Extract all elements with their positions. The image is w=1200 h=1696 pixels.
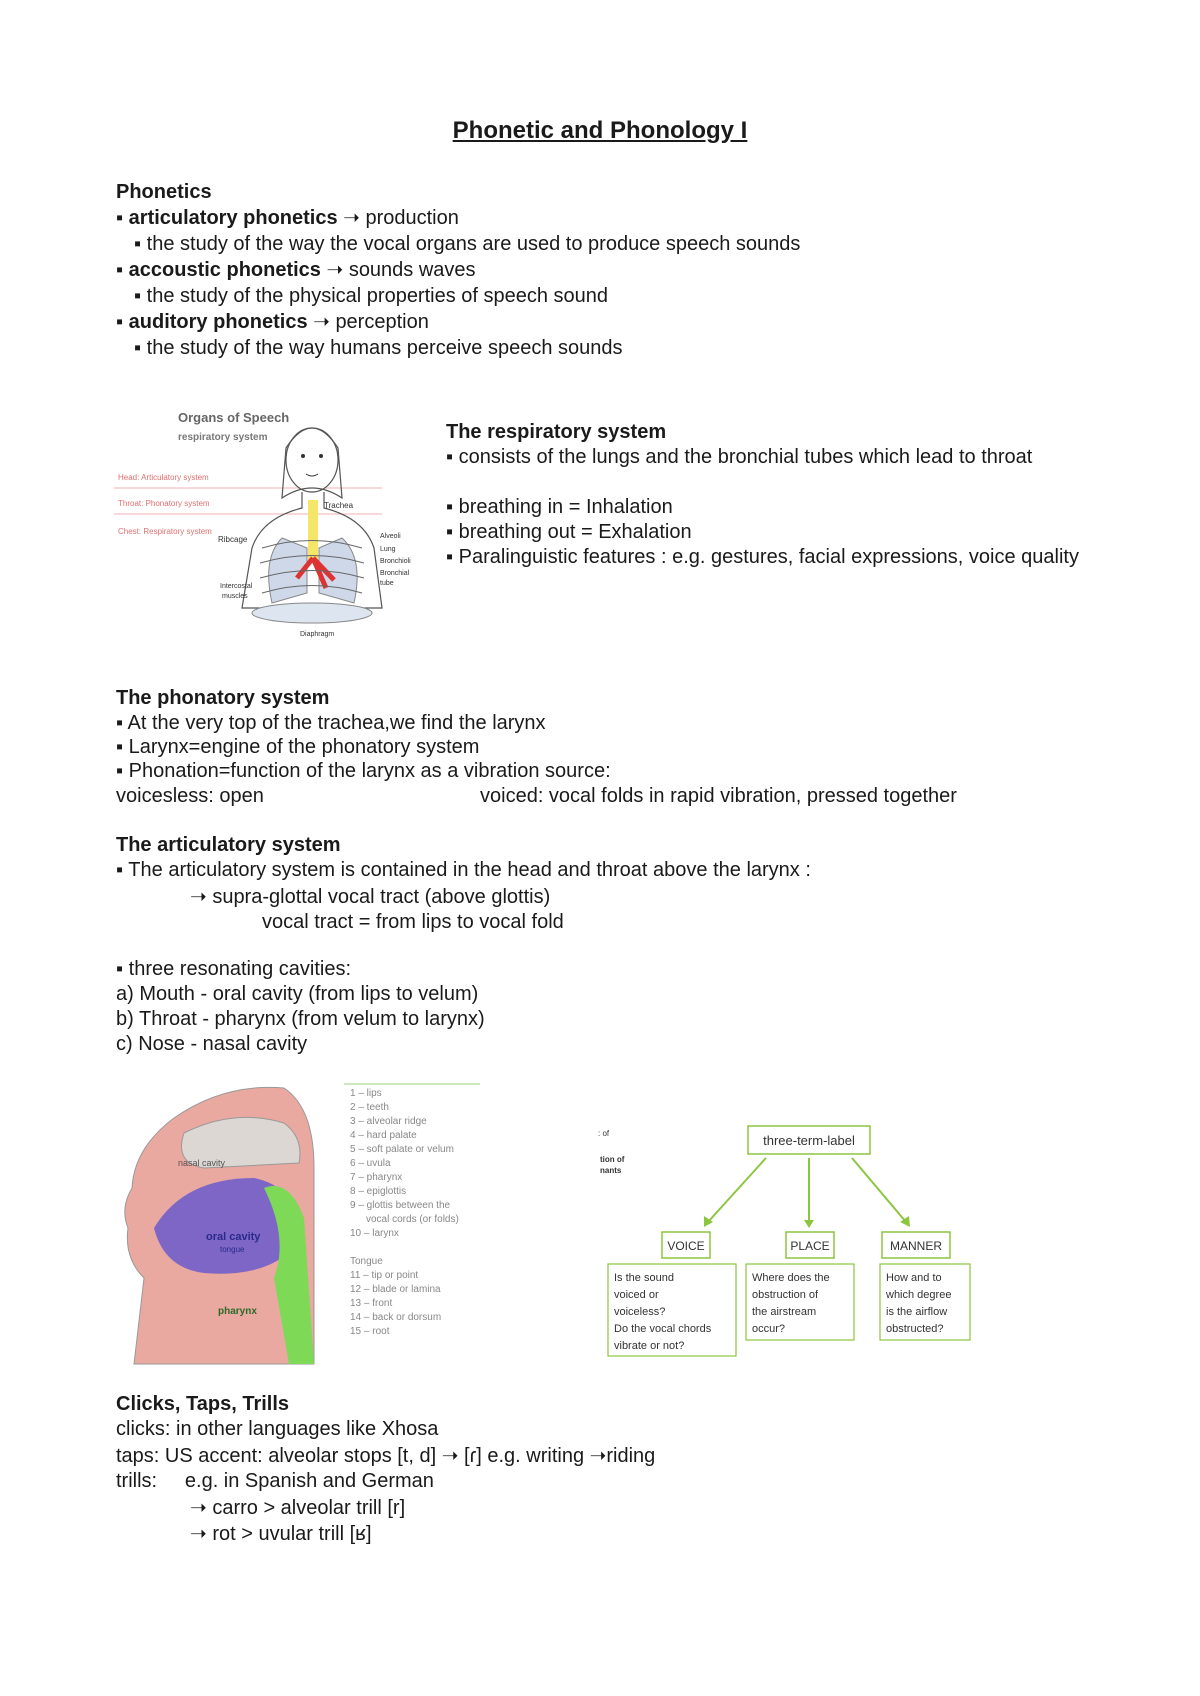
legend-10: 10 – larynx [350, 1228, 399, 1239]
legend-5: 5 – soft palate or velum [350, 1144, 454, 1155]
label-oral-cavity: oral cavity [206, 1231, 261, 1243]
term: accoustic phonetics [128, 259, 321, 281]
label-alveoli: Alveoli [380, 533, 401, 540]
respiratory-line-1: ▪ consists of the lungs and the bronchial tubes which lead to throat [446, 446, 1033, 468]
respiratory-heading: The respiratory system [446, 421, 667, 443]
term: articulatory phonetics [128, 207, 338, 229]
legend-7: 7 – pharynx [350, 1172, 403, 1183]
bullet-text: three resonating cavities: [128, 958, 351, 980]
legend-13: 13 – front [350, 1298, 393, 1309]
clipped-text-3: nants [600, 1166, 622, 1175]
manner-desc-3: is the airflow [886, 1306, 948, 1318]
manner-desc-4: obstructed? [886, 1323, 944, 1335]
manner-desc-1: How and to [886, 1272, 942, 1284]
gloss: sounds waves [348, 259, 476, 281]
legend-3: 3 – alveolar ridge [350, 1116, 427, 1127]
phonetics-desc-auditory: ▪ the study of the way humans perceive speech sounds [134, 337, 623, 359]
voice-label: VOICE [667, 1239, 705, 1253]
phonetics-item-auditory: ▪ auditory phonetics ➝ perception [116, 311, 429, 333]
bullet-text: Larynx=engine of the phonatory system [128, 736, 480, 758]
organs-of-speech-figure [112, 408, 432, 640]
bullet-text: At the very top of the trachea,we find the larynx [127, 712, 546, 734]
vocal-tract-figure [114, 1078, 486, 1364]
legend-4: 4 – hard palate [350, 1130, 417, 1141]
page-title: Phonetic and Phonology I [452, 117, 748, 144]
place-desc-2: obstruction of [752, 1289, 819, 1301]
place-desc-1: Where does the [752, 1272, 830, 1284]
legend-12: 12 – blade or lamina [350, 1284, 441, 1295]
voice-desc-2: voiced or [614, 1289, 659, 1301]
phonatory-bullet-1: ▪ At the very top of the trachea,we find the larynx [116, 712, 546, 734]
figure-subtitle: respiratory system [178, 432, 268, 443]
trill-carro-line: ➝ carro > alveolar trill [r] [190, 1497, 406, 1519]
clipped-text-2: tion of [600, 1155, 625, 1164]
trills-line: trills: e.g. in Spanish and German [116, 1470, 434, 1492]
label-intercostal: Intercostal [220, 583, 253, 590]
label-tube: tube [380, 580, 394, 587]
label-diaphragm: Diaphragm [300, 631, 335, 638]
voice-desc-5: vibrate or not? [614, 1340, 685, 1352]
legend-15: 15 – root [350, 1326, 390, 1337]
label-bronchioli: Bronchioli [380, 558, 411, 565]
desc-text: the study of the physical properties of speech sound [146, 285, 609, 307]
phonetics-item-acoustic: ▪ accoustic phonetics ➝ sounds waves [116, 259, 476, 281]
desc-text: the study of the way humans perceive speech sounds [146, 337, 623, 359]
manner-label: MANNER [889, 1239, 943, 1253]
taps-line: taps: US accent: alveolar stops [t, d] ➝ [ɾ] e.g. writing ➝riding [116, 1445, 656, 1467]
phonetics-desc-articulatory: ▪ the study of the way the vocal organs are used to produce speech sounds [134, 233, 801, 255]
voice-desc-1: Is the sound [614, 1272, 674, 1284]
place-label: PLACE [790, 1239, 830, 1253]
phonetics-heading: Phonetics [116, 181, 212, 203]
voice-desc-3: voiceless? [614, 1306, 666, 1318]
legend-throat: Throat: Phonatory system [118, 499, 210, 508]
articulatory-heading: The articulatory system [116, 834, 341, 856]
phonetics-item-articulatory: ▪ articulatory phonetics ➝ production [116, 207, 459, 229]
legend-6: 6 – uvula [350, 1158, 391, 1169]
label-muscles: muscles [222, 593, 248, 600]
label-lung: Lung [380, 546, 396, 553]
label-ribcage: Ribcage [218, 535, 248, 544]
legend-chest: Chest: Respiratory system [118, 527, 212, 536]
label-nasal-cavity: nasal cavity [178, 1158, 226, 1168]
label-tongue: tongue [220, 1245, 245, 1254]
respiratory-line-2: ▪ breathing in = Inhalation [446, 496, 673, 518]
supra-glottal-line: ➝ supra-glottal vocal tract (above glottis) [190, 886, 551, 908]
voiced-text: voiced: vocal folds in rapid vibration, pressed together [480, 785, 957, 807]
legend-1: 1 – lips [350, 1088, 382, 1099]
legend-14: 14 – back or dorsum [350, 1312, 442, 1323]
legend-11: 11 – tip or point [350, 1270, 419, 1281]
figure-title: Organs of Speech [178, 410, 290, 425]
articulatory-bullet: ▪ The articulatory system is contained in the head and throat above the larynx : [116, 859, 811, 881]
legend-2: 2 – teeth [350, 1102, 389, 1113]
arrow: ➝ [307, 311, 336, 333]
manner-desc-2: which degree [886, 1289, 952, 1301]
label-pharynx: pharynx [218, 1306, 257, 1317]
place-desc-4: occur? [752, 1323, 786, 1335]
arrow: ➝ [320, 259, 349, 281]
place-desc-3: the airstream [752, 1306, 817, 1318]
phonetics-desc-acoustic: ▪ the study of the physical properties of speech sound [134, 285, 609, 307]
bullet-text: The articulatory system is contained in the head and throat above the larynx : [128, 859, 811, 881]
phonatory-bullet-3: ▪ Phonation=function of the larynx as a vibration source: [116, 760, 611, 782]
three-term-label-figure [600, 1110, 980, 1370]
bullet-text: Phonation=function of the larynx as a vibration source: [128, 760, 611, 782]
phonatory-heading: The phonatory system [116, 687, 330, 709]
root-label: three-term-label [763, 1133, 855, 1148]
voiceless-text: voicesless: open [116, 785, 264, 807]
phonatory-bullet-2: ▪ Larynx=engine of the phonatory system [116, 736, 480, 758]
cavity-throat: b) Throat - pharynx (from velum to larynx) [116, 1008, 485, 1030]
respiratory-line-3: ▪ breathing out = Exhalation [446, 521, 692, 543]
label-bronchial: Bronchial [380, 570, 410, 577]
gloss: production [365, 207, 459, 229]
clipped-text-1: : of [598, 1129, 610, 1138]
cavity-nose: c) Nose - nasal cavity [116, 1033, 308, 1055]
gloss: perception [335, 311, 429, 333]
respiratory-line-4: ▪ Paralinguistic features : e.g. gestures, facial expressions, voice quality [446, 546, 1079, 568]
term: auditory phonetics [128, 311, 308, 333]
legend-tongue: Tongue [350, 1256, 383, 1267]
clicks-line: clicks: in other languages like Xhosa [116, 1418, 439, 1440]
clicks-heading: Clicks, Taps, Trills [116, 1393, 290, 1415]
legend-head: Head: Articulatory system [118, 473, 209, 482]
label-trachea: Trachea [324, 501, 354, 510]
cavities-bullet: ▪ three resonating cavities: [116, 958, 351, 980]
voice-desc-4: Do the vocal chords [614, 1323, 712, 1335]
vocal-tract-line: vocal tract = from lips to vocal fold [262, 911, 564, 933]
cavity-mouth: a) Mouth - oral cavity (from lips to velum) [116, 983, 479, 1005]
legend-9b: vocal cords (or folds) [366, 1214, 459, 1225]
legend-9: 9 – glottis between the [350, 1200, 451, 1211]
legend-8: 8 – epiglottis [350, 1186, 407, 1197]
desc-text: the study of the way the vocal organs are used to produce speech sounds [146, 233, 801, 255]
trill-rot-line: ➝ rot > uvular trill [ʁ] [190, 1523, 372, 1545]
arrow: ➝ [337, 207, 366, 229]
